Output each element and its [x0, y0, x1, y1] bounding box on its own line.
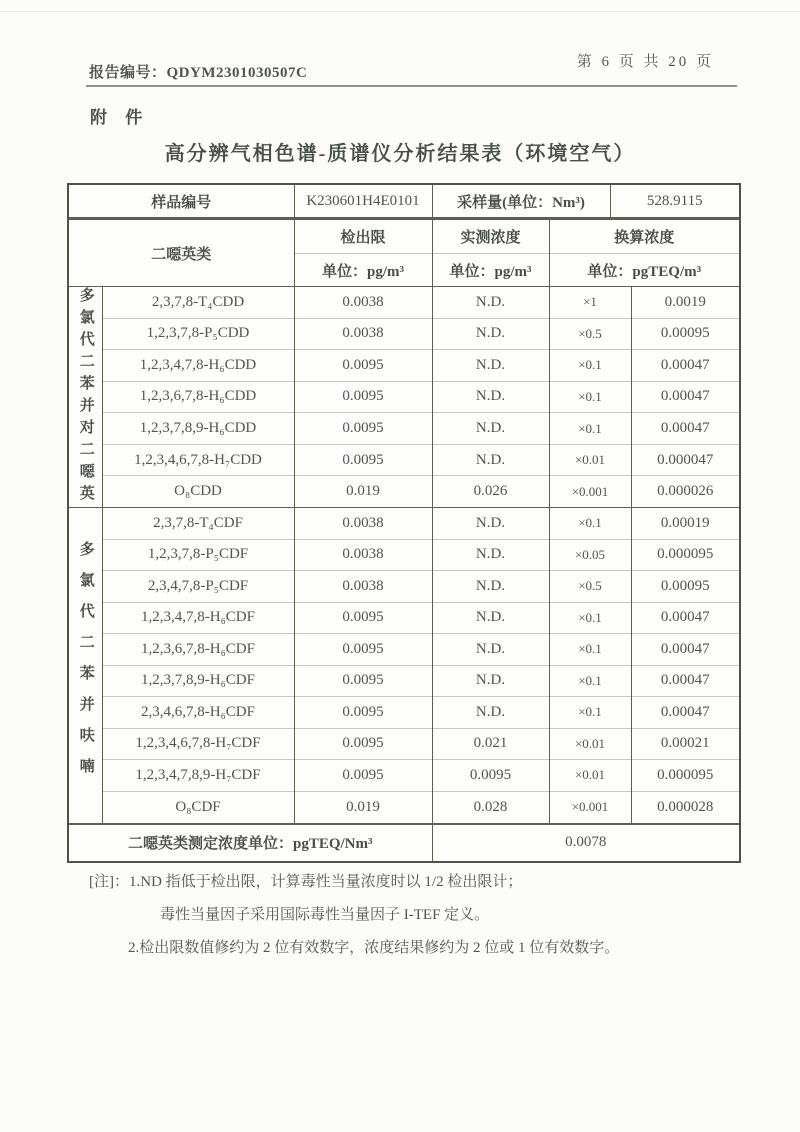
compound-name: O₈CDD	[102, 476, 294, 508]
notes	[89, 872, 739, 971]
compound-name: 1,2,3,4,6,7,8-H₇CDF	[102, 728, 294, 760]
group-cell-pcdd	[69, 287, 102, 508]
scan-artifact-line	[0, 11, 800, 12]
measured-value: 0.028	[432, 791, 549, 823]
note-text: 1.ND 指低于检出限，计算毒性当量浓度时以 1/2 检出限计；	[129, 874, 523, 890]
measured-value: N.D.	[432, 381, 549, 413]
detection-limit-value: 0.0095	[294, 728, 432, 760]
detection-limit-value: 0.0095	[294, 634, 432, 666]
page-title: 高分辨气相色谱-质谱仪分析结果表（环境空气）	[164, 143, 636, 165]
measured-value: 0.026	[432, 476, 549, 508]
tef-factor: ×0.1	[549, 697, 631, 729]
tef-factor: ×0.001	[549, 791, 631, 823]
tef-factor: ×0.1	[549, 413, 631, 445]
measured-value: N.D.	[432, 697, 549, 729]
converted-value: 0.000095	[631, 539, 739, 571]
detection-limit-value: 0.0038	[294, 571, 432, 603]
tef-factor: ×0.001	[549, 476, 631, 508]
col-converted: 换算浓度	[549, 220, 739, 254]
table-row	[69, 728, 739, 760]
detection-limit-value: 0.0095	[294, 665, 432, 697]
compound-name: 1,2,3,7,8-P₅CDF	[102, 539, 294, 571]
detection-limit-value: 0.0095	[294, 760, 432, 792]
table-row	[69, 381, 739, 413]
detection-limit-value: 0.0095	[294, 444, 432, 476]
compound-name: 2,3,4,7,8-P₅CDF	[102, 571, 294, 603]
col-dioxin-class: 二噁英类	[69, 220, 294, 287]
compound-name: 2,3,7,8-T₄CDD	[102, 287, 294, 319]
converted-value: 0.00047	[631, 381, 739, 413]
detection-limit-value: 0.0038	[294, 508, 432, 540]
measured-value: N.D.	[432, 287, 549, 319]
unit-detection-limit: 单位：pg/m³	[294, 254, 432, 287]
note-line: 2.检出限数值修约为 2 位有效数字，浓度结果修约为 2 位或 1 位有效数字。	[128, 940, 620, 956]
col-detection-limit: 检出限	[294, 220, 432, 254]
group-label-pcdf: 多氯代二苯并呋喃	[77, 541, 94, 790]
converted-value: 0.00021	[631, 728, 739, 760]
table-row	[69, 571, 739, 603]
total-label: 二噁英类测定浓度单位：pgTEQ/Nm³	[127, 836, 373, 852]
detection-limit-value: 0.0038	[294, 539, 432, 571]
converted-value: 0.00047	[631, 602, 739, 634]
compound-name: 1,2,3,4,6,7,8-H₇CDD	[102, 444, 294, 476]
tef-factor: ×0.1	[549, 665, 631, 697]
page-number: 第 6 页 共 20 页	[576, 54, 714, 70]
tef-factor: ×0.01	[549, 728, 631, 760]
tef-factor: ×0.01	[549, 760, 631, 792]
table-row	[69, 508, 739, 540]
note-label: [注]：	[89, 874, 129, 890]
converted-value: 0.000047	[631, 444, 739, 476]
compound-name: O₈CDF	[102, 791, 294, 823]
detection-limit-value: 0.0038	[294, 287, 432, 319]
note-line: 毒性当量因子采用国际毒性当量因子 I-TEF 定义。	[160, 907, 490, 923]
table-row	[69, 634, 739, 666]
measured-value: N.D.	[432, 634, 549, 666]
table-row	[69, 665, 739, 697]
sample-info-row	[69, 185, 739, 219]
detection-limit-value: 0.0095	[294, 413, 432, 445]
compound-name: 2,3,7,8-T₄CDF	[102, 508, 294, 540]
header-divider-rule	[86, 85, 737, 87]
results-table	[67, 183, 741, 863]
detection-limit-value: 0.019	[294, 791, 432, 823]
tef-factor: ×0.1	[549, 602, 631, 634]
table-row	[69, 791, 739, 823]
tef-factor: ×0.05	[549, 539, 631, 571]
converted-value: 0.00047	[631, 665, 739, 697]
detection-limit-value: 0.0095	[294, 350, 432, 382]
table-row	[69, 760, 739, 792]
compound-name: 2,3,4,6,7,8-H₆CDF	[102, 697, 294, 729]
total-row	[69, 823, 739, 861]
converted-value: 0.00047	[631, 413, 739, 445]
report-number	[89, 61, 307, 82]
table-row	[69, 318, 739, 350]
note-line	[89, 872, 739, 892]
converted-value: 0.00095	[631, 571, 739, 603]
compound-name: 1,2,3,6,7,8-H₆CDF	[102, 634, 294, 666]
detection-limit-value: 0.0038	[294, 318, 432, 350]
detection-limit-value: 0.019	[294, 476, 432, 508]
table-row	[69, 413, 739, 445]
converted-value: 0.0019	[631, 287, 739, 319]
table-row	[69, 287, 739, 319]
tef-factor: ×1	[549, 287, 631, 319]
measured-value: 0.0095	[432, 760, 549, 792]
table-row	[69, 350, 739, 382]
detection-limit-value: 0.0095	[294, 697, 432, 729]
sample-id-label: 样品编号	[151, 194, 212, 211]
group-label-pcdd: 多氯代二苯并对二噁英	[77, 287, 94, 507]
detection-limit-value: 0.0095	[294, 381, 432, 413]
measured-value: N.D.	[432, 350, 549, 382]
analysis-table	[69, 219, 739, 823]
tef-factor: ×0.01	[549, 444, 631, 476]
compound-name: 1,2,3,7,8-P₅CDD	[102, 318, 294, 350]
compound-name: 1,2,3,4,7,8-H₆CDF	[102, 602, 294, 634]
attachment-label: 附 件	[90, 108, 150, 127]
measured-value: N.D.	[432, 318, 549, 350]
compound-name: 1,2,3,7,8,9-H₆CDF	[102, 665, 294, 697]
measured-value: N.D.	[432, 413, 549, 445]
converted-value: 0.00095	[631, 318, 739, 350]
detection-limit-value: 0.0095	[294, 602, 432, 634]
converted-value: 0.00047	[631, 634, 739, 666]
table-row	[69, 539, 739, 571]
tef-factor: ×0.5	[549, 571, 631, 603]
converted-value: 0.000026	[631, 476, 739, 508]
measured-value: N.D.	[432, 665, 549, 697]
report-number-value: QDYM2301030507C	[166, 65, 308, 81]
table-row	[69, 476, 739, 508]
measured-value: N.D.	[432, 444, 549, 476]
tef-factor: ×0.1	[549, 634, 631, 666]
sample-volume-value: 528.9115	[610, 185, 739, 218]
table-row	[69, 444, 739, 476]
tef-factor: ×0.1	[549, 381, 631, 413]
col-measured: 实测浓度	[432, 220, 549, 254]
compound-name: 1,2,3,4,7,8-H₆CDD	[102, 350, 294, 382]
measured-value: N.D.	[432, 508, 549, 540]
converted-value: 0.000095	[631, 760, 739, 792]
converted-value: 0.000028	[631, 791, 739, 823]
measured-value: 0.021	[432, 728, 549, 760]
group-cell-pcdf	[69, 508, 102, 823]
sample-id-value: K230601H4E0101	[294, 185, 432, 218]
tef-factor: ×0.1	[549, 350, 631, 382]
measured-value: N.D.	[432, 539, 549, 571]
sample-volume-label: 采样量(单位：Nm³)	[432, 185, 610, 218]
compound-name: 1,2,3,6,7,8-H₆CDD	[102, 381, 294, 413]
measured-value: N.D.	[432, 602, 549, 634]
table-row	[69, 697, 739, 729]
compound-name: 1,2,3,4,7,8,9-H₇CDF	[102, 760, 294, 792]
total-value: 0.0078	[432, 824, 739, 861]
compound-name: 1,2,3,7,8,9-H₆CDD	[102, 413, 294, 445]
unit-converted: 单位：pgTEQ/m³	[549, 254, 739, 287]
tef-factor: ×0.1	[549, 508, 631, 540]
converted-value: 0.00019	[631, 508, 739, 540]
converted-value: 0.00047	[631, 350, 739, 382]
measured-value: N.D.	[432, 571, 549, 603]
tef-factor: ×0.5	[549, 318, 631, 350]
report-number-label: 报告编号：	[89, 65, 167, 81]
converted-value: 0.00047	[631, 697, 739, 729]
table-row	[69, 602, 739, 634]
unit-measured: 单位：pg/m³	[432, 254, 549, 287]
